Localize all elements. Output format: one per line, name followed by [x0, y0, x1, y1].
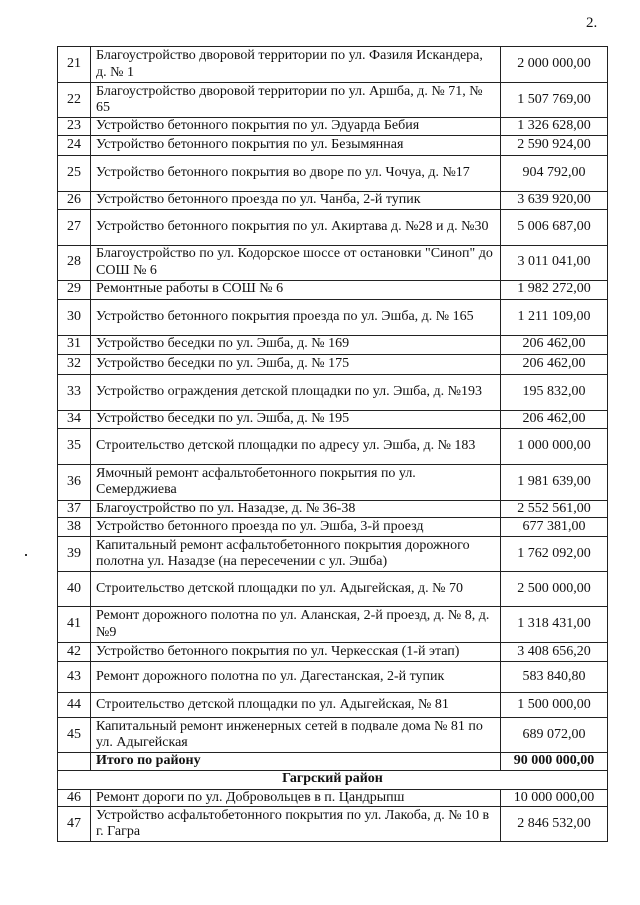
row-amount: 1 981 639,00: [501, 464, 608, 500]
row-amount: 1 982 272,00: [501, 280, 608, 299]
row-amount: 1 211 109,00: [501, 299, 608, 335]
row-number: 25: [58, 156, 91, 192]
table-row: [58, 643, 608, 662]
table-row: [58, 410, 608, 428]
row-number: [58, 753, 91, 771]
row-description: Ремонт дороги по ул. Добровольцев в п. Цандрыпш: [91, 789, 501, 807]
row-description: Благоустройство по ул. Кодорское шоссе от остановки "Синоп" до СОШ № 6: [91, 245, 501, 280]
row-number: 37: [58, 500, 91, 518]
row-description: Ямочный ремонт асфальтобетонного покрытия по ул. Семерджиева: [91, 464, 501, 500]
row-amount: 2 552 561,00: [501, 500, 608, 518]
row-description: Устройство бетонного покрытия проезда по ул. Эшба, д. № 165: [91, 299, 501, 335]
row-number: 32: [58, 354, 91, 374]
row-description: Устройство бетонного покрытия во дворе по ул. Чочуа, д. №17: [91, 156, 501, 192]
table-row: [58, 156, 608, 192]
section-header-row: [58, 770, 608, 789]
row-amount: 1 762 092,00: [501, 537, 608, 572]
row-description: Капитальный ремонт асфальтобетонного покрытия дорожного полотна ул. Назадзе (на пересечении с ул. Эшба): [91, 537, 501, 572]
row-amount: 206 462,00: [501, 410, 608, 428]
row-description: Строительство детской площадки по ул. Адыгейская, № 81: [91, 693, 501, 718]
row-number: 28: [58, 245, 91, 280]
total-row: [58, 753, 608, 771]
row-number: 23: [58, 118, 91, 136]
table-row: [58, 518, 608, 537]
row-number: 43: [58, 662, 91, 693]
row-number: 30: [58, 299, 91, 335]
page-number: 2.: [586, 15, 598, 31]
row-description: Капитальный ремонт инженерных сетей в подвале дома № 81 по ул. Адыгейская: [91, 718, 501, 753]
row-number: 44: [58, 693, 91, 718]
row-amount: 2 846 532,00: [501, 807, 608, 842]
row-description: Благоустройство дворовой территории по ул. Фазиля Искандера, д. № 1: [91, 47, 501, 83]
row-amount: 2 500 000,00: [501, 572, 608, 607]
table-row: [58, 572, 608, 607]
row-description: Устройство бетонного покрытия по ул. Безымянная: [91, 136, 501, 156]
table-row: [58, 693, 608, 718]
total-amount: 90 000 000,00: [501, 753, 608, 771]
total-label: Итого по району: [91, 753, 501, 771]
table-row: [58, 192, 608, 210]
row-number: 34: [58, 410, 91, 428]
row-number: 41: [58, 607, 91, 643]
row-amount: 1 500 000,00: [501, 693, 608, 718]
row-number: 26: [58, 192, 91, 210]
row-description: Ремонт дорожного полотна по ул. Дагестанская, 2-й тупик: [91, 662, 501, 693]
row-number: 45: [58, 718, 91, 753]
table-row: [58, 299, 608, 335]
row-amount: 206 462,00: [501, 335, 608, 354]
row-amount: 689 072,00: [501, 718, 608, 753]
row-amount: 2 590 924,00: [501, 136, 608, 156]
table-row: [58, 118, 608, 136]
row-number: 47: [58, 807, 91, 842]
table-row: [58, 662, 608, 693]
row-description: Благоустройство дворовой территории по ул. Аршба, д. № 71, № 65: [91, 83, 501, 118]
row-amount: 677 381,00: [501, 518, 608, 537]
row-number: 46: [58, 789, 91, 807]
table-row: [58, 245, 608, 280]
row-amount: 1 318 431,00: [501, 607, 608, 643]
row-number: 40: [58, 572, 91, 607]
row-amount: 1 507 769,00: [501, 83, 608, 118]
row-amount: 1 326 628,00: [501, 118, 608, 136]
section-title: Гагрский район: [58, 770, 608, 789]
row-amount: 2 000 000,00: [501, 47, 608, 83]
table-row: [58, 209, 608, 245]
table-row: [58, 83, 608, 118]
row-description: Устройство бетонного проезда по ул. Чанба, 2-й тупик: [91, 192, 501, 210]
row-description: Строительство детской площадки по адресу ул. Эшба, д. № 183: [91, 428, 501, 464]
table-row: [58, 789, 608, 807]
row-number: 21: [58, 47, 91, 83]
row-amount: 5 006 687,00: [501, 209, 608, 245]
row-number: 33: [58, 374, 91, 410]
row-amount: 206 462,00: [501, 354, 608, 374]
row-amount: 583 840,80: [501, 662, 608, 693]
row-number: 27: [58, 209, 91, 245]
row-description: Устройство бетонного покрытия по ул. Акиртава д. №28 и д. №30: [91, 209, 501, 245]
row-number: 36: [58, 464, 91, 500]
table-row: [58, 47, 608, 83]
row-amount: 10 000 000,00: [501, 789, 608, 807]
table-row: [58, 374, 608, 410]
table-row: [58, 607, 608, 643]
row-number: 24: [58, 136, 91, 156]
row-description: Ремонтные работы в СОШ № 6: [91, 280, 501, 299]
row-amount: 1 000 000,00: [501, 428, 608, 464]
table-row: [58, 354, 608, 374]
table-row: [58, 500, 608, 518]
row-number: 22: [58, 83, 91, 118]
row-description: Устройство асфальтобетонного покрытия по ул. Лакоба, д. № 10 в г. Гагра: [91, 807, 501, 842]
row-description: Устройство бетонного покрытия по ул. Черкесская (1-й этап): [91, 643, 501, 662]
table-row: [58, 464, 608, 500]
table-row: [58, 280, 608, 299]
row-number: 38: [58, 518, 91, 537]
row-description: Устройство беседки по ул. Эшба, д. № 175: [91, 354, 501, 374]
row-number: 35: [58, 428, 91, 464]
row-number: 29: [58, 280, 91, 299]
table-row: [58, 428, 608, 464]
row-amount: 904 792,00: [501, 156, 608, 192]
row-description: Строительство детской площадки по ул. Адыгейская, д. № 70: [91, 572, 501, 607]
row-description: Благоустройство по ул. Назадзе, д. № 36-38: [91, 500, 501, 518]
row-description: Устройство беседки по ул. Эшба, д. № 169: [91, 335, 501, 354]
row-amount: 3 011 041,00: [501, 245, 608, 280]
budget-table: [57, 46, 608, 842]
table-row: [58, 335, 608, 354]
row-number: 42: [58, 643, 91, 662]
row-description: Устройство беседки по ул. Эшба, д. № 195: [91, 410, 501, 428]
table-row: [58, 136, 608, 156]
row-number: 31: [58, 335, 91, 354]
row-description: Ремонт дорожного полотна по ул. Аланская, 2-й проезд, д. № 8, д. №9: [91, 607, 501, 643]
row-amount: 195 832,00: [501, 374, 608, 410]
row-amount: 3 408 656,20: [501, 643, 608, 662]
table-row: [58, 537, 608, 572]
row-description: Устройство бетонного проезда по ул. Эшба, 3-й проезд: [91, 518, 501, 537]
row-amount: 3 639 920,00: [501, 192, 608, 210]
table-row: [58, 718, 608, 753]
scan-speck: [25, 554, 27, 556]
row-description: Устройство ограждения детской площадки по ул. Эшба, д. №193: [91, 374, 501, 410]
row-description: Устройство бетонного покрытия по ул. Эдуарда Бебия: [91, 118, 501, 136]
row-number: 39: [58, 537, 91, 572]
table-row: [58, 807, 608, 842]
